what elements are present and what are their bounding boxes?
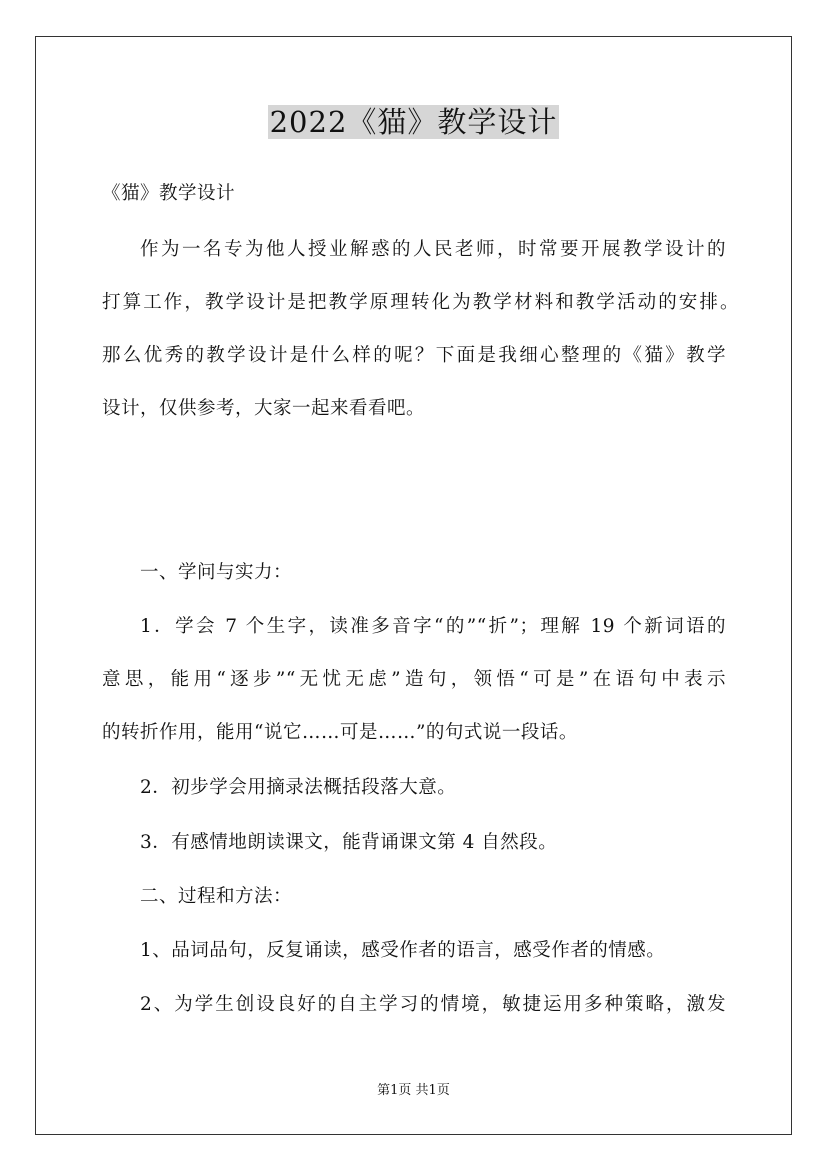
intro-line: 作为一名专为他人授业解惑的人民老师，时常要开展教学设计的 (140, 239, 726, 260)
document-subtitle: 《猫》教学设计 (102, 183, 236, 204)
list-item-line: 意思，能用“逐步”“无忧无虑”造句，领悟“可是”在语句中表示 (102, 669, 726, 690)
list-item-line: 1．学会 7 个生字，读准多音字“的”“折”；理解 19 个新词语的 (140, 616, 726, 637)
section-heading: 一、学问与实力： (140, 562, 293, 583)
section-heading: 二、过程和方法： (140, 886, 293, 907)
list-item: 2．初步学会用摘录法概括段落大意。 (140, 777, 457, 798)
document-title-wrapper (0, 102, 827, 142)
intro-line: 打算工作，教学设计是把教学原理转化为教学材料和教学活动的安排。 (102, 292, 739, 313)
list-item: 3．有感情地朗读课文，能背诵课文第 4 自然段。 (140, 832, 558, 853)
intro-line: 设计，仅供参考，大家一起来看看吧。 (102, 398, 426, 419)
intro-line: 那么优秀的教学设计是什么样的呢？下面是我细心整理的《猫》教学 (102, 345, 726, 366)
page-number: 第1页 共1页 (377, 1083, 450, 1098)
list-item: 2、为学生创设良好的自主学习的情境，敏捷运用多种策略，激发 (140, 994, 726, 1015)
list-item-line: 的转折作用，能用“说它……可是……”的句式说一段话。 (102, 722, 578, 743)
document-title: 2022《猫》教学设计 (269, 105, 558, 139)
list-item: 1、品词品句，反复诵读，感受作者的语言，感受作者的情感。 (140, 940, 666, 961)
